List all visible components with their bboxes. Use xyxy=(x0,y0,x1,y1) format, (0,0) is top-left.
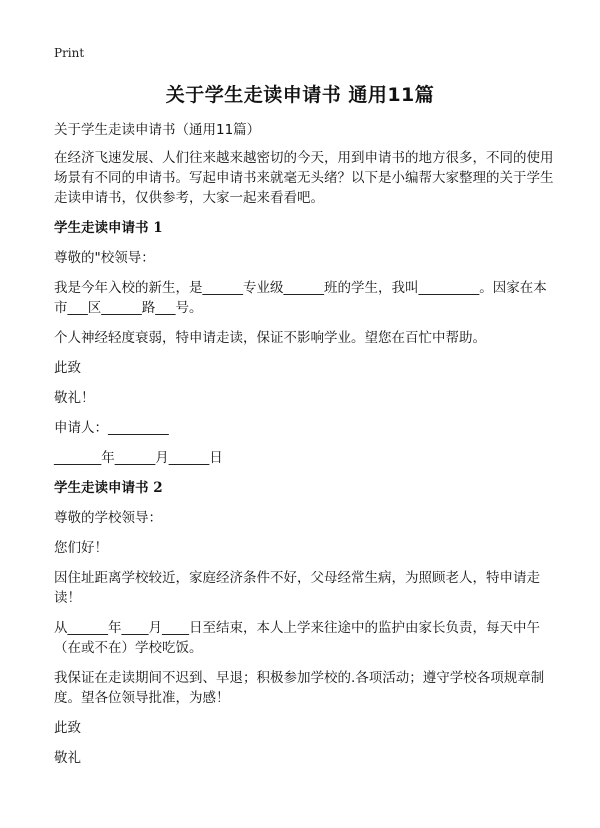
section-2-heading: 学生走读申请书 2 xyxy=(54,480,163,496)
closing: 此致 xyxy=(54,720,81,736)
document-subtitle: 关于学生走读申请书（通用11篇） xyxy=(54,122,261,138)
date-line: _______年______月______日 xyxy=(54,450,223,466)
paragraph: 因住址距离学校较近，家庭经济条件不好，父母经常生病，为照顾老人，特申请走读！ xyxy=(54,570,540,606)
paragraph: 我保证在走读期间不迟到、早退；积极参加学校的.各项活动；遵守学校各项规章制度。望各位领导批准，为感！ xyxy=(54,670,545,706)
section-1-heading: 学生走读申请书 1 xyxy=(54,220,163,236)
signature-line: 申请人：_________ xyxy=(54,420,169,436)
closing: 敬礼！ xyxy=(54,390,95,406)
page-title: 关于学生走读申请书 通用11篇 xyxy=(165,84,435,106)
salutation: 尊敬的"校领导： xyxy=(54,250,155,266)
paragraph: 个人神经轻度衰弱，特申请走读，保证不影响学业。望您在百忙中帮助。 xyxy=(54,330,486,346)
document-body xyxy=(54,120,554,778)
salutation: 尊敬的学校领导： xyxy=(54,510,162,526)
greeting: 您们好！ xyxy=(54,540,108,556)
closing: 此致 xyxy=(54,360,81,376)
closing: 敬礼 xyxy=(54,750,81,766)
paragraph: 从______年____月____日至结束，本人上学来往途中的监护由家长负责，每天中午（在或不在）学校吃饭。 xyxy=(54,620,540,656)
intro-paragraph: 在经济飞速发展、人们往来越来越密切的今天，用到申请书的地方很多，不同的使用场景有不同的申请书。写起申请书来就毫无头绪？以下是小编帮大家整理的关于学生走读申请书，仅供参考，大家一起来看看吧。 xyxy=(54,150,554,206)
paragraph: 我是今年入校的新生，是______专业级______班的学生，我叫_________。因家在本市___区______路___号。 xyxy=(54,280,547,316)
print-link[interactable]: Print xyxy=(54,46,85,60)
